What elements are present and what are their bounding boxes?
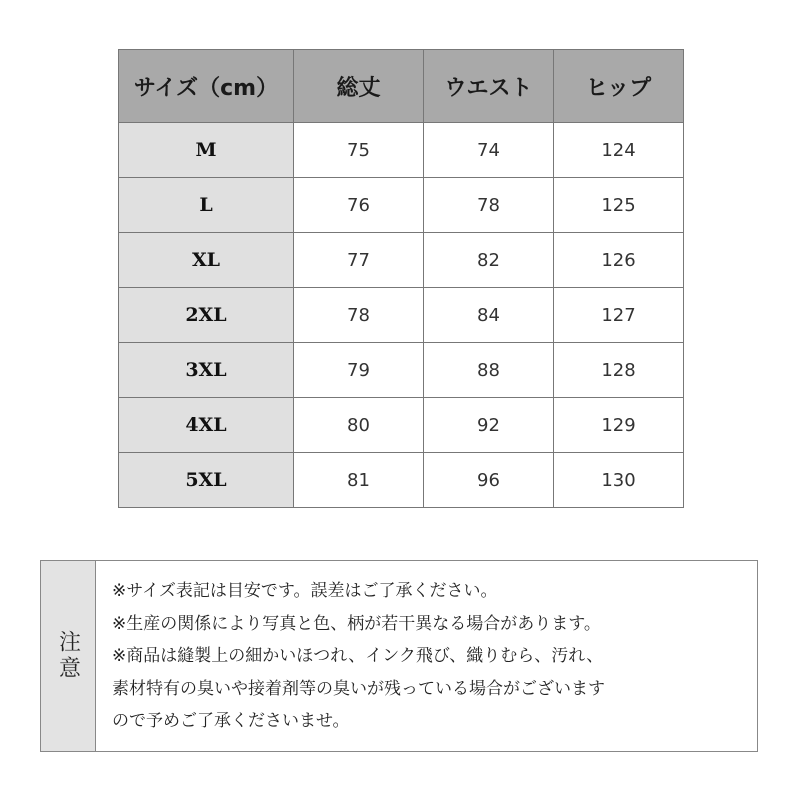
note-line: ので予めご了承くださいませ。 (112, 711, 350, 731)
total-length-cell: 76 (294, 178, 424, 233)
size-cell: 2XL (119, 288, 294, 343)
header-hip: ヒップ (554, 50, 684, 123)
table-row (119, 123, 684, 178)
table-row (119, 343, 684, 398)
hip-cell: 130 (554, 453, 684, 508)
note-line: ※商品は縫製上の細かいほつれ、インク飛び、織りむら、汚れ、 (112, 646, 604, 666)
hip-cell: 127 (554, 288, 684, 343)
waist-cell: 96 (424, 453, 554, 508)
size-chart-table (118, 49, 684, 508)
note-line: ※サイズ表記は目安です。誤差はご了承ください。 (112, 581, 498, 601)
total-length-cell: 81 (294, 453, 424, 508)
hip-cell: 124 (554, 123, 684, 178)
hip-cell: 125 (554, 178, 684, 233)
hip-cell: 128 (554, 343, 684, 398)
note-line: ※生産の関係により写真と色、柄が若干異なる場合があります。 (112, 613, 601, 634)
size-cell: 5XL (119, 453, 294, 508)
waist-cell: 78 (424, 178, 554, 233)
total-length-cell: 75 (294, 123, 424, 178)
note-line: 素材特有の臭いや接着剤等の臭いが残っている場合がございます (112, 678, 605, 699)
size-chart-header (119, 50, 684, 123)
table-row (119, 178, 684, 233)
waist-cell: 92 (424, 398, 554, 453)
total-length-cell: 77 (294, 233, 424, 288)
header-waist: ウエスト (424, 50, 554, 123)
table-row (119, 233, 684, 288)
size-cell: 4XL (119, 398, 294, 453)
size-cell: L (119, 178, 294, 233)
waist-cell: 74 (424, 123, 554, 178)
header-row (119, 50, 684, 123)
size-cell: XL (119, 233, 294, 288)
notes-label: 注意 (55, 630, 81, 682)
table-row (119, 398, 684, 453)
size-cell: M (119, 123, 294, 178)
hip-cell: 129 (554, 398, 684, 453)
total-length-cell: 80 (294, 398, 424, 453)
table-row (119, 453, 684, 508)
notes-text (96, 561, 757, 751)
waist-cell: 84 (424, 288, 554, 343)
size-chart-body (119, 123, 684, 508)
total-length-cell: 79 (294, 343, 424, 398)
size-cell: 3XL (119, 343, 294, 398)
header-size: サイズ（cm） (119, 50, 294, 123)
waist-cell: 82 (424, 233, 554, 288)
waist-cell: 88 (424, 343, 554, 398)
notes-box (40, 560, 758, 752)
total-length-cell: 78 (294, 288, 424, 343)
hip-cell: 126 (554, 233, 684, 288)
table-row (119, 288, 684, 343)
header-total-length: 総丈 (294, 50, 424, 123)
notes-label-column (41, 561, 96, 751)
